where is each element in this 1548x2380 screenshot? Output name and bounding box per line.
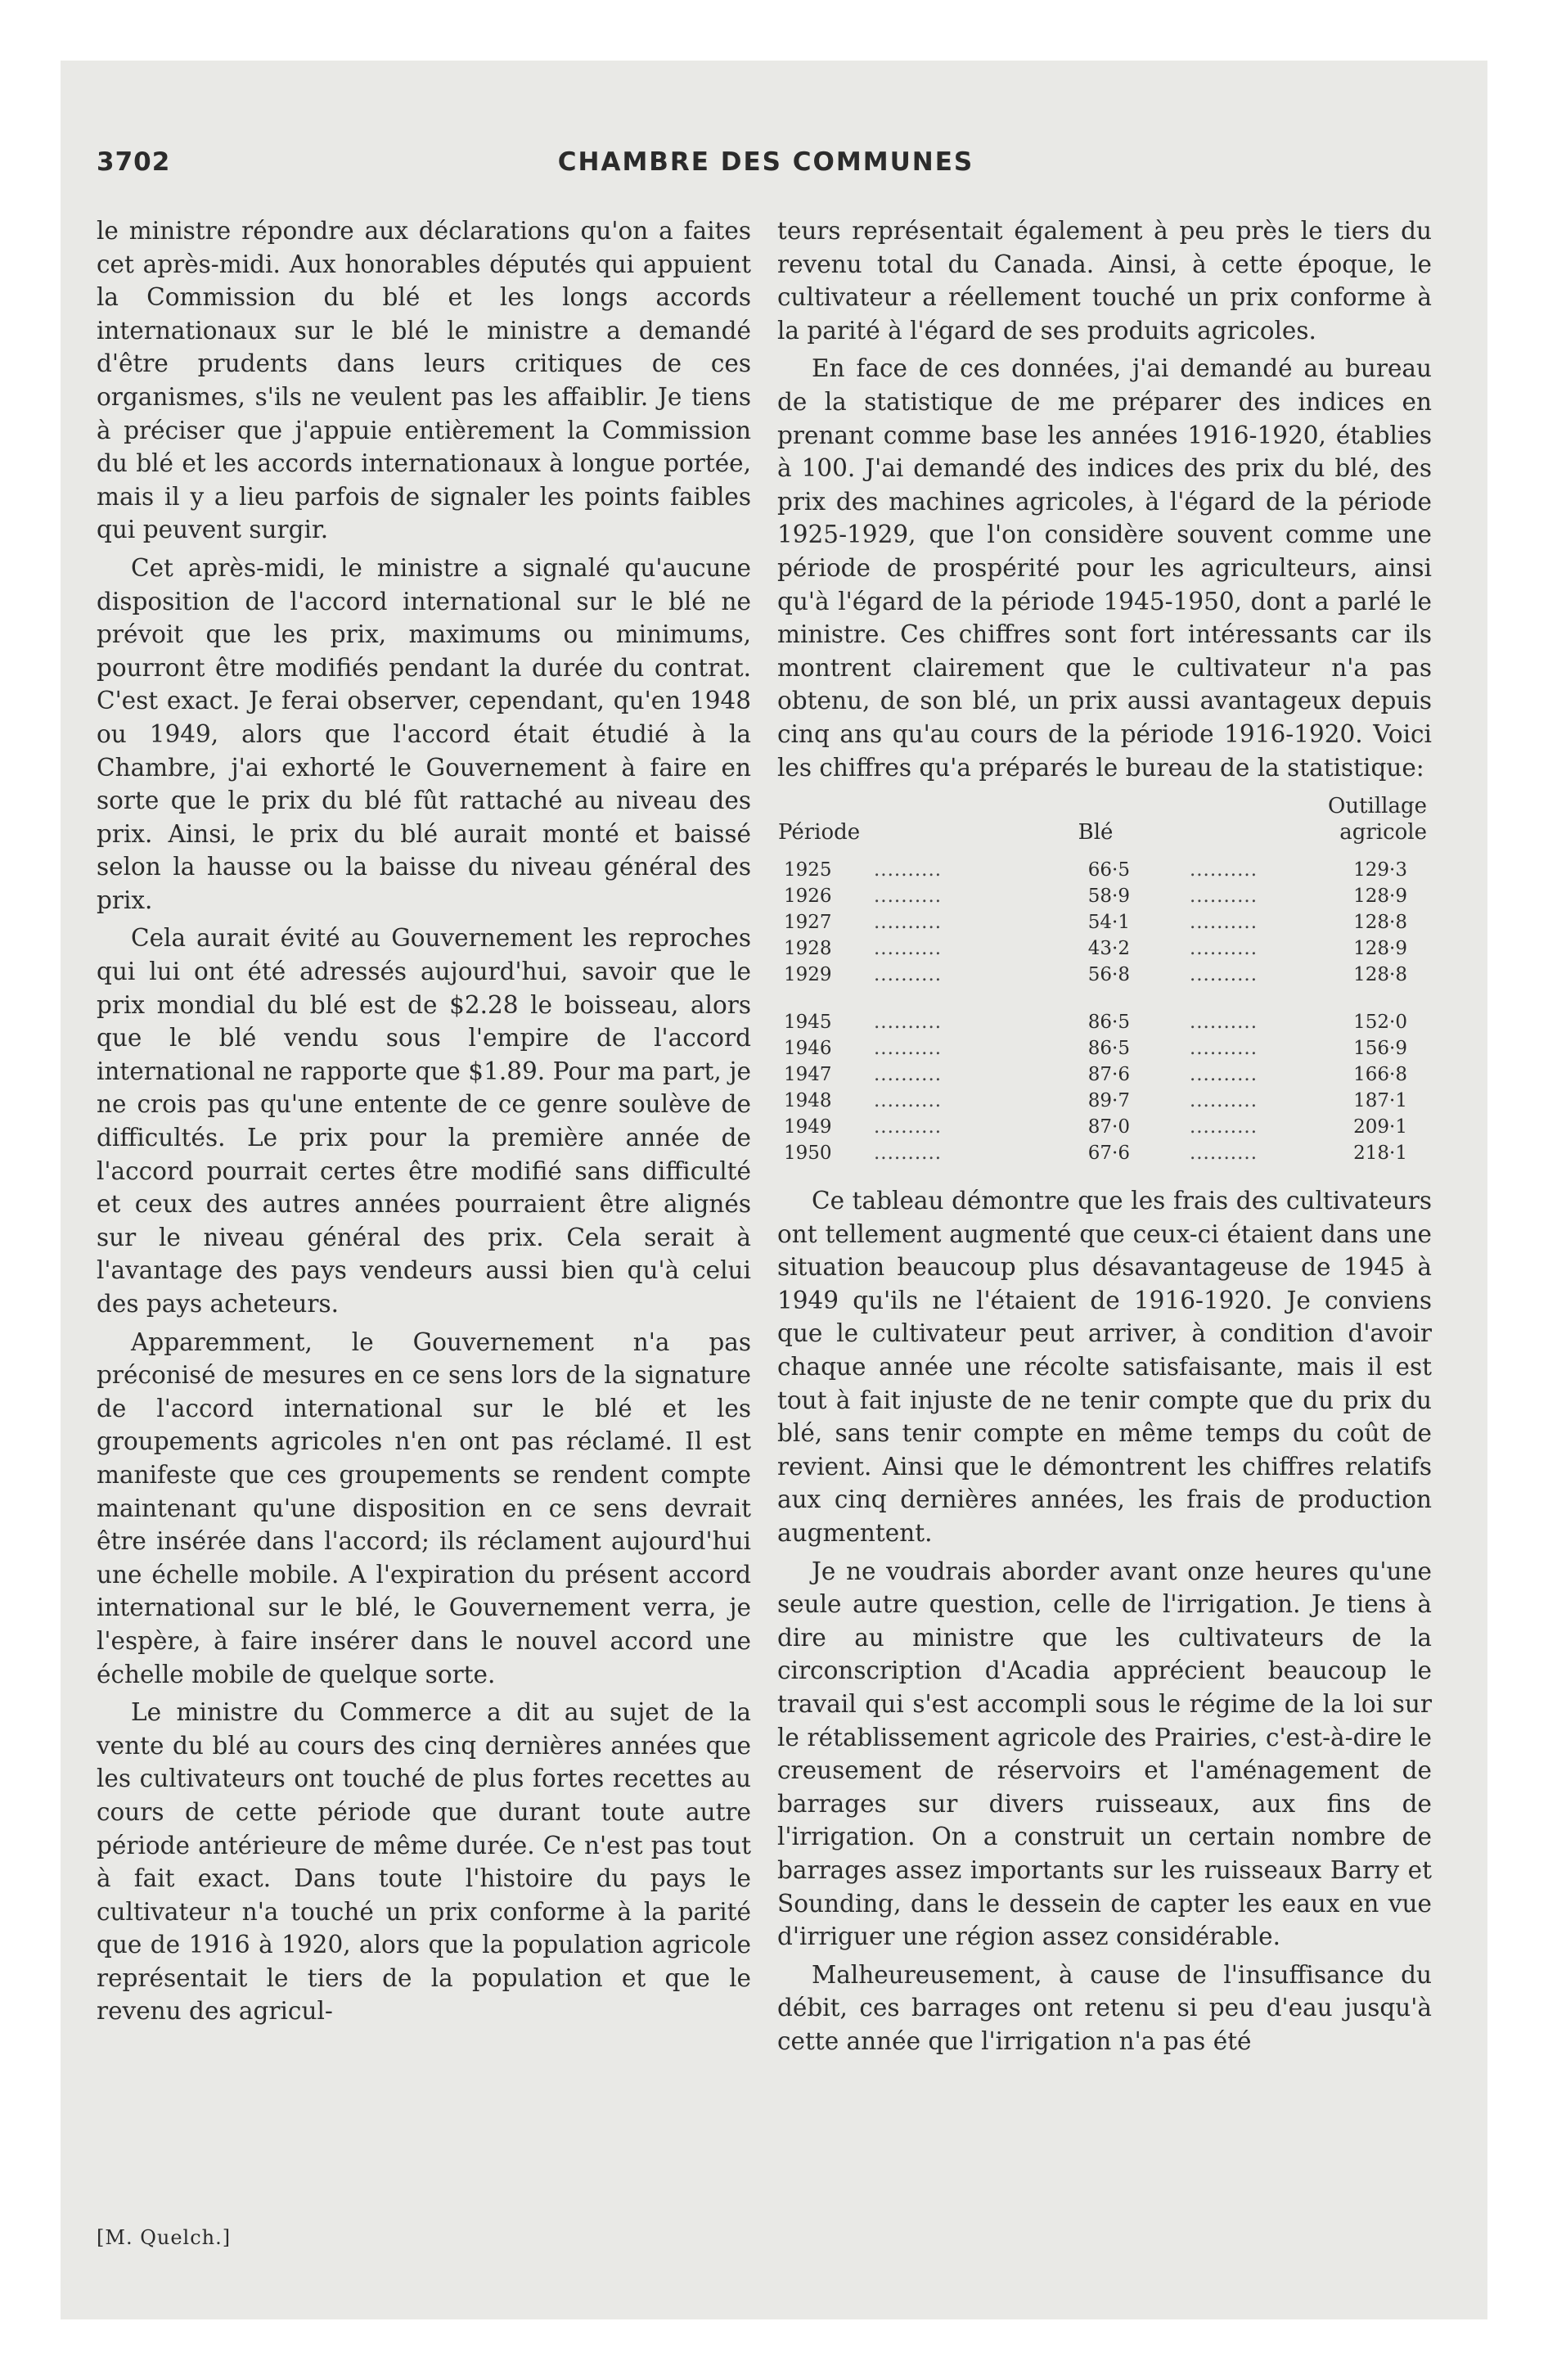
cell-wheat: 54·1 — [1087, 912, 1130, 934]
cell-equipment: 209·1 — [1353, 1116, 1407, 1138]
dot-leader: .......... — [1189, 1012, 1258, 1034]
page-number: 3702 — [97, 147, 171, 177]
table-row — [777, 1035, 1432, 1062]
cell-year: 1950 — [784, 1143, 832, 1165]
dot-leader: .......... — [1189, 912, 1258, 934]
paragraph: le ministre répondre aux déclarations qu'on a faites cet après-midi. Aux honorables députés qui appuient la Commission du blé et les longs accords internationaux sur le blé le ministre a demandé d'être prudents dans leurs critiques de ces organismes, s'ils ne veulent pas les affaiblir. Je tiens à préciser que j'appuie entièrement la Commission du blé et les accords internationaux à longue portée, mais il y a lieu parfois de signaler les points faibles qui peuvent surgir. — [97, 217, 751, 544]
dot-leader: .......... — [874, 964, 943, 986]
dot-leader: .......... — [1189, 1143, 1258, 1165]
dot-leader: .......... — [1189, 886, 1258, 908]
speaker-signature: [M. Quelch.] — [97, 2226, 232, 2249]
header-wheat: Blé — [1078, 820, 1114, 845]
header-equipment-line2: agricole — [1339, 820, 1427, 845]
paragraph: teurs représentait également à peu près le tiers du revenu total du Canada. Ainsi, à cette époque, le cultivateur a réellement touché un prix conforme à la parité à l'égard de ses produits agricoles. — [777, 217, 1432, 345]
paragraph: Malheureusement, à cause de l'insuffisance du débit, ces barrages ont retenu si peu d'eau jusqu'à cette année que l'irrigation n'a pas été — [777, 1960, 1432, 2055]
table-spacer — [777, 988, 1432, 1009]
header-equipment — [1317, 792, 1432, 857]
cell-wheat: 43·2 — [1087, 938, 1130, 960]
paragraph: Apparemment, le Gouvernement n'a pas préconisé de mesures en ce sens lors de la signature de l'accord international sur le blé et les groupements agricoles n'en ont pas réclamé. Il est manifeste que ces groupements se rendent compte maintenant qu'une disposition en ce sens devrait être insérée dans l'accord; ils réclament aujourd'hui une échelle mobile. A l'expiration du présent accord international sur le blé, le Gouvernement verra, je l'espère, à faire insérer dans le nouvel accord une échelle mobile de quelque sorte. — [97, 1327, 751, 1688]
table-header-row — [777, 792, 1432, 857]
table-row — [777, 1009, 1432, 1035]
cell-wheat: 67·6 — [1087, 1143, 1130, 1165]
cell-year: 1925 — [784, 859, 832, 881]
dot-leader: .......... — [1189, 1090, 1258, 1112]
cell-year: 1928 — [784, 938, 832, 960]
header-period: Période — [778, 820, 861, 845]
table-row — [777, 857, 1432, 883]
dot-leader: .......... — [874, 1038, 943, 1060]
dot-leader: .......... — [1189, 1116, 1258, 1138]
cell-wheat: 87·0 — [1087, 1116, 1130, 1138]
cell-year: 1945 — [784, 1012, 832, 1034]
cell-equipment: 128·8 — [1353, 964, 1407, 986]
cell-year: 1949 — [784, 1116, 832, 1138]
dot-leader: .......... — [874, 938, 943, 960]
dot-leader: .......... — [1189, 964, 1258, 986]
cell-year: 1929 — [784, 964, 832, 986]
page-header — [97, 147, 1435, 188]
dot-leader: .......... — [1189, 938, 1258, 960]
table-row — [777, 1062, 1432, 1088]
paragraph: Cela aurait évité au Gouvernement les reproches qui lui ont été adressés aujourd'hui, savoir que le prix mondial du blé est de $2.28 le boisseau, alors que le blé vendu sous l'empire de l'accord international ne rapporte que $1.89. Pour ma part, je ne crois pas qu'une entente de ce genre soulève de difficultés. Le prix pour la première année de l'accord pourrait certes être modifié sans difficulté et ceux des autres années pourraient être alignés sur le niveau général des prix. Cela serait à l'avantage des pays vendeurs aussi bien qu'à celui des pays acheteurs. — [97, 924, 751, 1318]
table-row — [777, 909, 1432, 935]
cell-wheat: 58·9 — [1087, 886, 1130, 908]
table-row — [777, 883, 1432, 909]
dot-leader: .......... — [874, 886, 943, 908]
dot-leader: .......... — [874, 1116, 943, 1138]
cell-equipment: 218·1 — [1353, 1143, 1407, 1165]
cell-equipment: 166·8 — [1353, 1064, 1407, 1086]
cell-year: 1946 — [784, 1038, 832, 1060]
right-column — [777, 214, 1432, 2063]
cell-wheat: 86·5 — [1087, 1038, 1130, 1060]
cell-year: 1927 — [784, 912, 832, 934]
cell-equipment: 156·9 — [1353, 1038, 1407, 1060]
cell-wheat: 66·5 — [1087, 859, 1130, 881]
running-title: CHAMBRE DES COMMUNES — [557, 147, 974, 177]
dot-leader: .......... — [874, 1143, 943, 1165]
dot-leader: .......... — [1189, 1038, 1258, 1060]
paragraph: Le ministre du Commerce a dit au sujet de la vente du blé au cours des cinq dernières années que les cultivateurs ont touché de plus fortes recettes au cours de cette période que durant toute autre période antérieure de même durée. Ce n'est pas tout à fait exact. Dans toute l'histoire du pays le cultivateur n'a touché un prix conforme à la parité que de 1916 à 1920, alors que la population agricole représentait le tiers de la population et que le revenu des agricul- — [97, 1698, 751, 2026]
dot-leader: .......... — [874, 1090, 943, 1112]
table-row — [777, 1088, 1432, 1114]
paragraph: En face de ces données, j'ai demandé au bureau de la statistique de me préparer des indices en prenant comme base les années 1916-1920, établies à 100. J'ai demandé des indices des prix du blé, des prix des machines agricoles, à l'égard de la période 1925-1929, que l'on considère souvent comme une période de prospérité pour les agriculteurs, ainsi qu'à l'égard de la période 1945-1950, dont a parlé le ministre. Ces chiffres sont fort intéressants car ils montrent clairement que le cultivateur n'a pas obtenu, de son blé, un prix aussi avantageux depuis cinq ans qu'au cours de la période 1916-1920. Voici les chiffres qu'a préparés le bureau de la statistique: — [777, 354, 1432, 782]
dot-leader: .......... — [874, 912, 943, 934]
dot-leader: .......... — [874, 1064, 943, 1086]
header-equipment-line1: Outillage — [1328, 794, 1427, 819]
table-row — [777, 1140, 1432, 1166]
table-row — [777, 935, 1432, 962]
cell-equipment: 187·1 — [1353, 1090, 1407, 1112]
paragraph: Je ne voudrais aborder avant onze heures qu'une seule autre question, celle de l'irrigation. Je tiens à dire au ministre que les cultivateurs de la circonscription d'Acadia apprécient beaucoup le travail qui s'est accompli sous le régime de la loi sur le rétablissement agricole des Prairies, c'est-à-dire le creusement de réservoirs et l'aménagement de barrages sur divers ruisseaux, aux fins de l'irrigation. On a construit un certain nombre de barrages assez importants sur les ruisseaux Barry et Sounding, dans le dessein de capter les eaux en vue d'irriguer une région assez considérable. — [777, 1557, 1432, 1951]
paragraph: Ce tableau démontre que les frais des cultivateurs ont tellement augmenté que ceux-ci étaient dans une situation beaucoup plus désavantageuse de 1945 à 1949 qu'ils ne l'étaient de 1916-1920. Je conviens que le cultivateur peut arriver, à condition d'avoir chaque année une récolte satisfaisante, mais il est tout à fait injuste de ne tenir compte que du prix du blé, sans tenir compte en même temps du coût de revient. Ainsi que le démontrent les chiffres relatifs aux cinq dernières années, les frais de production augmentent. — [777, 1187, 1432, 1548]
cell-year: 1947 — [784, 1064, 832, 1086]
dot-leader: .......... — [874, 1012, 943, 1034]
cell-wheat: 86·5 — [1087, 1012, 1130, 1034]
cell-year: 1948 — [784, 1090, 832, 1112]
dot-leader: .......... — [1189, 1064, 1258, 1086]
cell-wheat: 89·7 — [1087, 1090, 1130, 1112]
table-row — [777, 962, 1432, 988]
cell-year: 1926 — [784, 886, 832, 908]
cell-wheat: 56·8 — [1087, 964, 1130, 986]
cell-equipment: 128·9 — [1353, 886, 1407, 908]
left-column — [97, 214, 751, 2033]
cell-equipment: 152·0 — [1353, 1012, 1407, 1034]
paragraph: Cet après-midi, le ministre a signalé qu'aucune disposition de l'accord international sur le blé ne prévoit que les prix, maximums ou minimums, pourront être modifiés pendant la durée du contrat. C'est exact. Je ferai observer, cependant, qu'en 1948 ou 1949, alors que l'accord était étudié à la Chambre, j'ai exhorté le Gouvernement à faire en sorte que le prix du blé fût rattaché au niveau des prix. Ainsi, le prix du blé aurait monté et baissé selon la hausse ou la baisse du niveau général des prix. — [97, 553, 751, 914]
cell-wheat: 87·6 — [1087, 1064, 1130, 1086]
cell-equipment: 129·3 — [1353, 859, 1407, 881]
dot-leader: .......... — [874, 859, 943, 881]
dot-leader: .......... — [1189, 859, 1258, 881]
cell-equipment: 128·8 — [1353, 912, 1407, 934]
table-row — [777, 1114, 1432, 1140]
cell-equipment: 128·9 — [1353, 938, 1407, 960]
statistics-table — [777, 792, 1432, 1166]
